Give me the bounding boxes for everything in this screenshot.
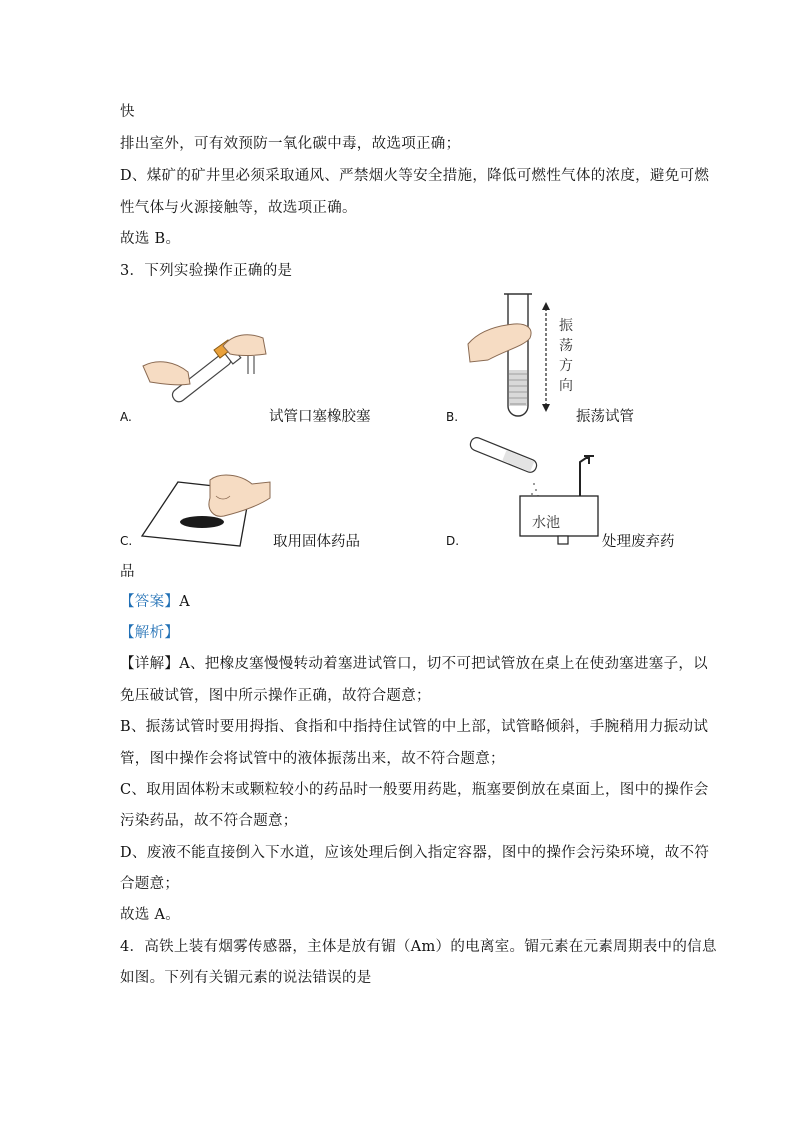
sink-label: 水池: [532, 515, 560, 531]
option-d-figure: [462, 436, 602, 550]
detail-line: D、废液不能直接倒入下水道，应该处理后倒入指定容器，图中的操作会污染环境，故不符: [120, 845, 710, 861]
question-3-title: 3．下列实验操作正确的是: [120, 263, 293, 279]
option-b-figure: [464, 288, 584, 424]
detail-line: 免压破试管，图中所示操作正确，故符合题意；: [120, 688, 431, 704]
option-a-caption: 试管口塞橡胶塞: [269, 409, 371, 425]
text-line: 性气体与火源接触等，故选项正确。: [120, 200, 357, 216]
detail-line: B、振荡试管时要用拇指、食指和中指持住试管的中上部，试管略倾斜，手腕稍用力振动试: [120, 719, 709, 735]
answer-bracket: 【答案】: [120, 594, 180, 610]
option-b-caption: 振荡试管: [576, 409, 634, 425]
question-4-line: 如图。下列有关镅元素的说法错误的是: [120, 970, 372, 986]
text-line: D、煤矿的矿井里必须采取通风、严禁烟火等安全措施，降低可燃性气体的浓度，避免可燃: [120, 168, 710, 184]
detail-text: A、把橡皮塞慢慢转动着塞进试管口，切不可把试管放在桌上在使劲塞进塞子，以: [179, 656, 708, 672]
option-d-label: D.: [446, 534, 460, 548]
text-line: 故选 B。: [120, 231, 181, 247]
detail-line: 管，图中操作会将试管中的液体振荡出来，故不符合题意；: [120, 751, 505, 767]
shake-direction-char: 荡: [559, 338, 573, 354]
answer-value: A: [179, 594, 190, 610]
detail-line: C、取用固体粉末或颗粒较小的药品时一般要用药匙，瓶塞要倒放在桌面上，图中的操作会: [120, 782, 709, 798]
shake-direction-char: 振: [559, 318, 573, 334]
text-line: 快: [120, 104, 135, 120]
detail-line: 污染药品，故不符合题意；: [120, 813, 298, 829]
option-d-caption: 处理废弃药: [602, 534, 675, 550]
option-b-label: B.: [446, 410, 459, 424]
option-c-caption: 取用固体药品: [273, 534, 360, 550]
question-4-line: 4．高铁上装有烟雾传感器，主体是放有镅（Am）的电离室。镅元素在元素周期表中的信息: [120, 939, 717, 955]
option-a-figure: [138, 326, 273, 425]
detail-line: 合题意；: [120, 876, 180, 892]
detail-line: [120, 654, 708, 674]
text-line: 排出室外，可有效预防一氧化碳中毒，故选项正确；: [120, 136, 461, 152]
shake-direction-char: 向: [559, 378, 573, 394]
answer-line: [120, 592, 190, 612]
shake-direction-char: 方: [559, 358, 573, 374]
option-c-figure: [140, 470, 275, 554]
detail-line: 故选 A。: [120, 907, 181, 923]
option-c-label: C.: [120, 534, 133, 548]
analysis-heading: [120, 623, 179, 643]
option-a-label: A.: [120, 410, 132, 424]
detail-bracket: 【详解】: [120, 656, 180, 672]
analysis-bracket: 【解析】: [120, 625, 180, 641]
option-d-caption-cont: 品: [120, 564, 135, 580]
